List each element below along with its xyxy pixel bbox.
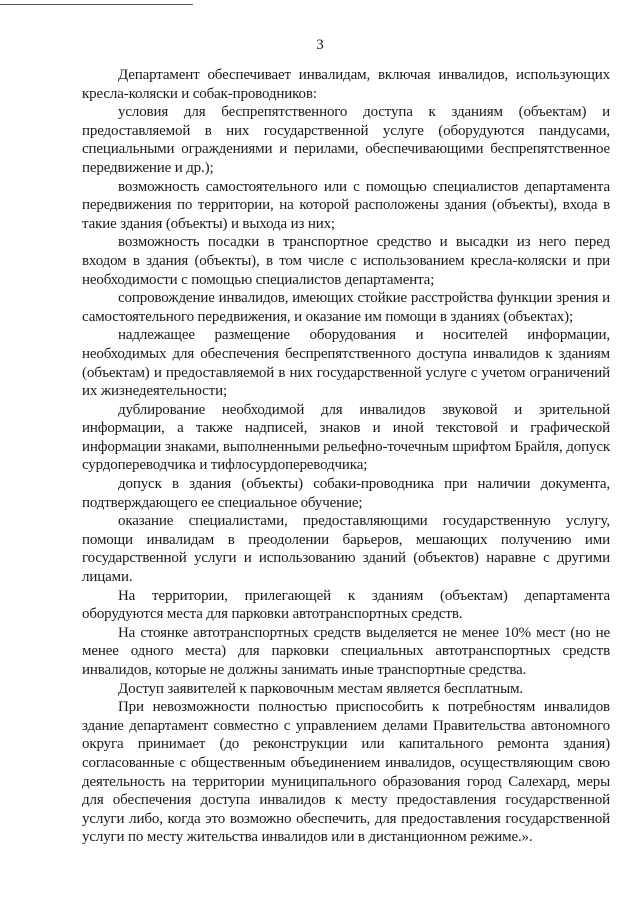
paragraph: надлежащее размещение оборудования и носителей информации, необходимых для обеспечения беспрепятственного доступа инвалидов к зданиям (объектам) и предоставляемой в них государственной услуге с учетом ограничений их жизнедеятельности; <box>82 327 610 400</box>
paragraph: На стоянке автотранспортных средств выделяется не менее 10% мест (но не менее одного места) для парковки специальных автотранспортных средств инвалидов, которые не должны занимать иные транспортные средства. <box>82 624 610 678</box>
paragraph: оказание специалистами, предоставляющими государственную услугу, помощи инвалидам в преодолении барьеров, мешающих получению ими государственной услуги и использованию зданий (объектов) наравне с другими лицами. <box>82 513 610 586</box>
paragraph: На территории, прилегающей к зданиям (объектам) департамента оборудуются места для парковки автотранспортных средств. <box>82 587 610 623</box>
paragraph: сопровождение инвалидов, имеющих стойкие расстройства функции зрения и самостоятельного передвижения, и оказание им помощи в зданиях (объектах); <box>82 290 610 325</box>
paragraph: условия для беспрепятственного доступа к зданиям (объектам) и предоставляемой в них государственной услуге (оборудуются пандусами, специальными ограждениями и перилами, обеспечивающими беспрепятственное передвижение и др.); <box>82 104 610 176</box>
document-body <box>82 66 610 847</box>
paragraph: возможность самостоятельного или с помощью специалистов департамента передвижения по территории, на которой расположены здания (объекты), входа в такие здания (объекты) и выхода из них; <box>82 178 610 232</box>
paragraph: При невозможности полностью приспособить к потребностям инвалидов здание департамент совместно с управлением делами Правительства автономного округа принимает (до реконструкции или капитального ремонта здания) согласованные с общественным объединением инвалидов, осуществляющим свою деятельность на территории муниципального образования город Салехард, меры для обеспечения доступа инвалидов к месту предоставления государственной услуги либо, когда это возможно обеспечить, для предоставления государственной услуги по месту жительства инвалидов или в дистанционном режиме.». <box>82 699 610 846</box>
paragraph: допуск в здания (объекты) собаки-проводника при наличии документа, подтверждающего ее специальное обучение; <box>82 476 610 511</box>
paragraph: дублирование необходимой для инвалидов звуковой и зрительной информации, а также надписей, знаков и иной текстовой и графической информации знаками, выполненными рельефно-точечным шрифтом Брайля, допуск сурдопереводчика и тифлосурдопереводчика; <box>82 401 610 474</box>
paragraph: Департамент обеспечивает инвалидам, включая инвалидов, использующих кресла-коляски и собак-проводников: <box>82 67 610 102</box>
header-rule <box>0 4 193 5</box>
page-number: 3 <box>316 37 324 53</box>
paragraph: Доступ заявителей к парковочным местам является бесплатным. <box>118 680 524 697</box>
paragraph: возможность посадки в транспортное средство и высадки из него перед входом в здания (объекты), в том числе с использованием кресла-коляски и при необходимости с помощью специалистов департамента; <box>82 234 610 288</box>
